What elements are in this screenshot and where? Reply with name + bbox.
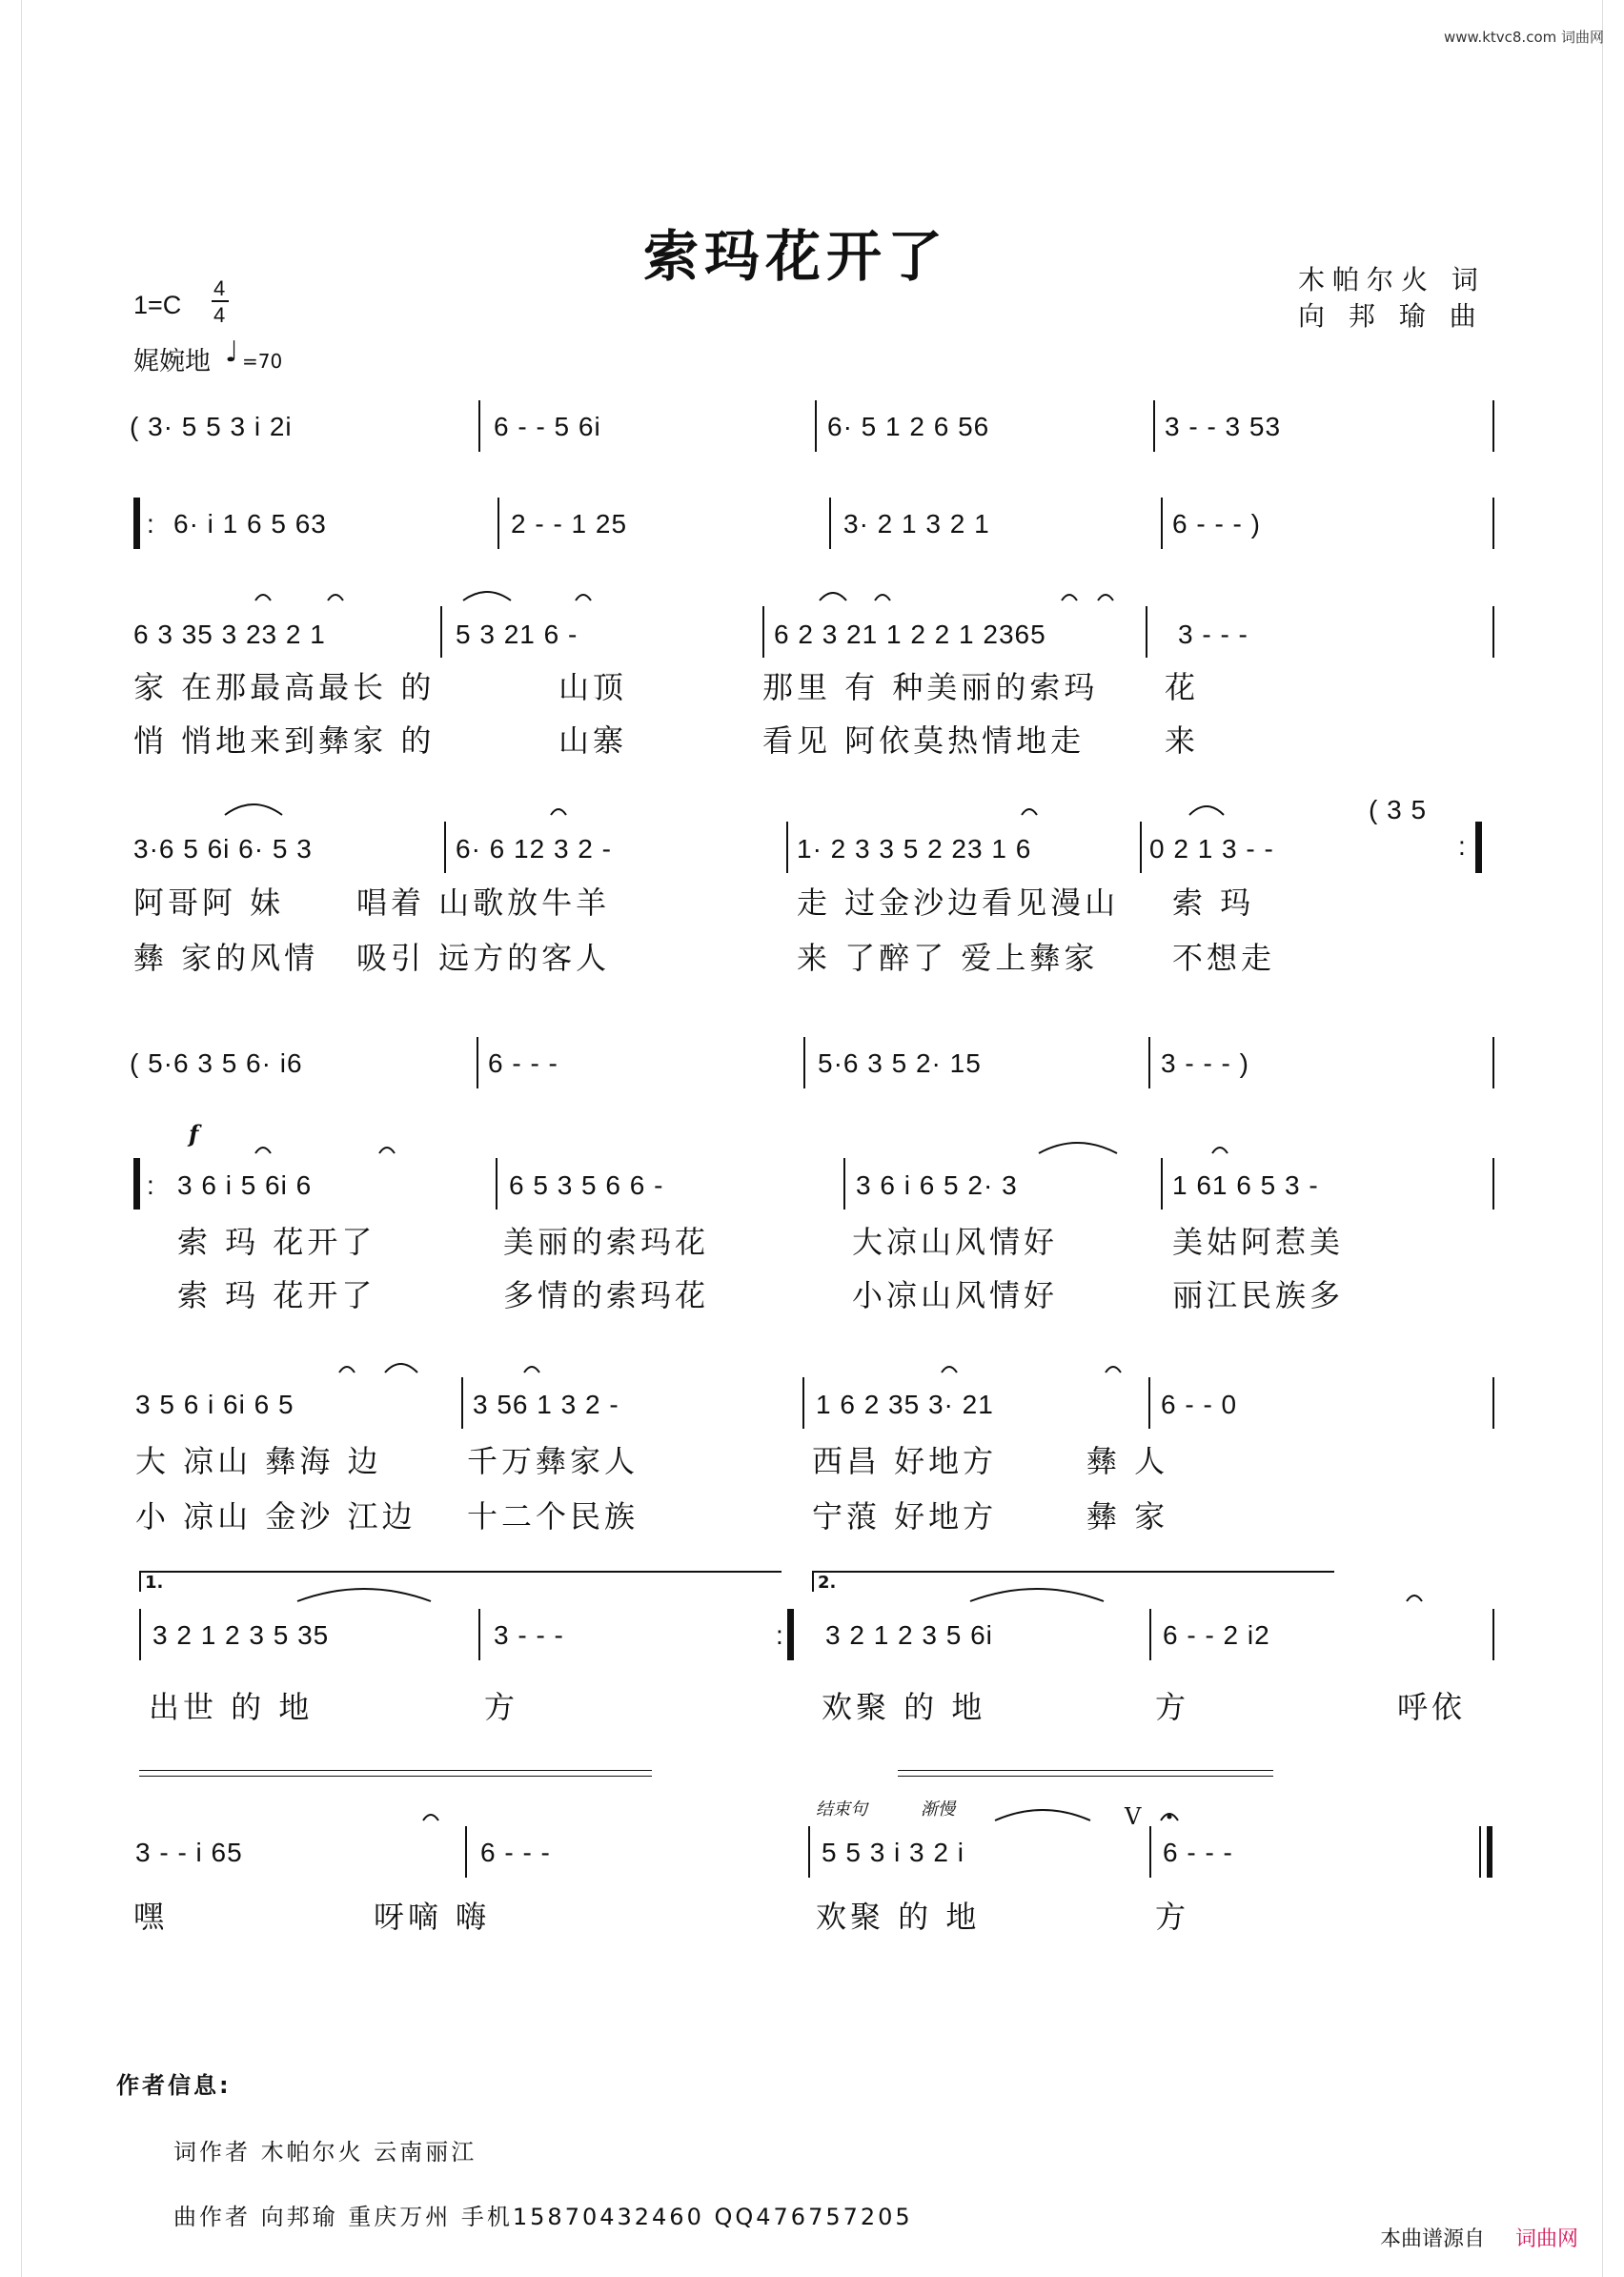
footer-brand-link[interactable]: 词曲网	[1515, 2227, 1579, 2251]
measure-notes: ( 5·6 3 5 6· i6	[130, 1048, 303, 1078]
measure-notes: 3 6 i 6 5 2· 3	[856, 1170, 1018, 1200]
lyric-text: 宁蒗 好地方	[812, 1498, 998, 1535]
measure-notes: 6 - - -	[480, 1838, 551, 1867]
lyric-text: 索 玛	[1172, 884, 1255, 921]
measure-notes: 6 2 3 21 1 2 2 1 2365	[774, 620, 1046, 649]
lyric-text: 美丽的索玛花	[503, 1224, 710, 1260]
lyric-text: 出世 的 地	[149, 1689, 314, 1725]
ritardando-label: 渐慢	[921, 1799, 955, 1820]
time-signature-top: 4	[213, 276, 226, 300]
lyric-text: 彝 家	[1086, 1498, 1169, 1535]
measure-notes: 6 - - 5 6i	[494, 412, 601, 441]
lyricist-credit: 木帕尔火 词	[1298, 264, 1486, 295]
lyric-text: 山顶	[558, 669, 628, 705]
time-signature-bottom: 4	[213, 303, 226, 327]
tempo-bpm: =70	[242, 350, 283, 373]
measure-notes: 1 61 6 5 3 -	[1172, 1170, 1319, 1200]
repeat-dots: :	[1458, 831, 1467, 861]
volta-label-2: 2.	[818, 1573, 837, 1593]
lyric-text: 多情的索玛花	[503, 1277, 710, 1313]
site-header[interactable]: www.ktvc8.com 词曲网	[1444, 29, 1605, 46]
measure-notes: 6· 5 1 2 6 56	[827, 412, 990, 441]
lyric-text: 悄 悄地来到彝家 的	[133, 722, 436, 759]
lyric-text: 欢聚 的 地	[822, 1689, 986, 1725]
lyric-text: 丽江民族多	[1172, 1277, 1345, 1313]
lyricist-info: 词作者 木帕尔火 云南丽江	[173, 2139, 477, 2165]
lyric-text: 十二个民族	[467, 1498, 639, 1535]
lyric-text: 千万彝家人	[467, 1443, 639, 1479]
lyric-text: 美姑阿惹美	[1172, 1224, 1345, 1260]
song-title: 索玛花开了	[643, 224, 949, 289]
measure-notes: 1 6 2 35 3· 21	[816, 1390, 994, 1419]
lyric-text: 来	[1165, 722, 1200, 759]
lyric-text: 索 玛 花开了	[177, 1224, 376, 1260]
measure-notes: 6 - - -	[488, 1048, 558, 1078]
author-info-heading: 作者信息:	[116, 2072, 232, 2099]
lyric-text: 方	[1155, 1899, 1190, 1935]
lyric-text: 大凉山风情好	[852, 1224, 1059, 1260]
footer-source: 本曲谱源自	[1380, 2227, 1486, 2251]
measure-notes: 5 3 21 6 -	[456, 620, 579, 649]
measure-notes: 6 - - 0	[1161, 1390, 1238, 1419]
measure-notes: ( 3· 5 5 3 i 2i	[130, 412, 293, 441]
repeat-dots: :	[147, 1170, 155, 1200]
lyric-text: 走 过金沙边看见漫山	[797, 884, 1120, 921]
tempo-expression: 娓婉地	[133, 347, 211, 376]
composer-info: 曲作者 向邦瑜 重庆万州 手机15870432460 QQ476757205	[173, 2204, 913, 2230]
measure-notes: 3 - - -	[1178, 620, 1248, 649]
lyric-text: 大 凉山 彝海 边	[135, 1443, 382, 1479]
lyric-text: 唱着 山歌放牛羊	[356, 884, 611, 921]
lyric-text: 方	[484, 1689, 519, 1725]
lyric-text: 小凉山风情好	[852, 1277, 1059, 1313]
measure-notes: 3 2 1 2 3 5 35	[152, 1620, 330, 1650]
measure-notes: 3·6 5 6i 6· 5 3	[133, 834, 313, 864]
lyric-text: 欢聚 的 地	[816, 1899, 981, 1935]
key-signature: 1=C	[133, 291, 182, 319]
measure-notes: 3 5 6 i 6i 6 5	[135, 1390, 294, 1419]
repeat-dots: :	[147, 509, 155, 539]
measure-notes: 6 3 35 3 23 2 1	[133, 620, 326, 649]
measure-notes: 3 - - -	[494, 1620, 564, 1650]
measure-notes: 6 - - - )	[1172, 509, 1261, 539]
measure-notes: 3 2 1 2 3 5 6i	[825, 1620, 993, 1650]
lyric-text: 那里 有 种美丽的索玛	[762, 669, 1099, 705]
lyric-text: 呼依	[1397, 1689, 1467, 1725]
measure-notes: 3 - - - )	[1161, 1048, 1249, 1078]
lyric-text: 家 在那最高最长 的	[133, 669, 436, 705]
measure-notes: 6 - - -	[1163, 1838, 1233, 1867]
lyric-text: 彝 人	[1086, 1443, 1169, 1479]
lyric-text: 彝 家的风情	[133, 940, 319, 976]
lyric-text: 西昌 好地方	[812, 1443, 998, 1479]
lyric-text: 山寨	[558, 722, 628, 759]
measure-notes: 6· i 1 6 5 63	[173, 509, 327, 539]
lyric-text: 看见 阿依莫热情地走	[762, 722, 1086, 759]
measure-notes: 5·6 3 5 2· 15	[818, 1048, 982, 1078]
lyric-text: 方	[1155, 1689, 1190, 1725]
measure-notes: 0 2 1 3 - -	[1149, 834, 1274, 864]
measure-notes: 6 - - 2 i2	[1163, 1620, 1270, 1650]
lyric-text: 阿哥阿 妹	[133, 884, 285, 921]
measure-notes: 3 6 i 5 6i 6	[177, 1170, 313, 1200]
lyric-text: 小 凉山 金沙 江边	[135, 1498, 416, 1535]
dynamic-marking: f	[189, 1120, 199, 1148]
lyric-text: 不想走	[1172, 940, 1276, 976]
lyric-text: 嘿	[133, 1899, 169, 1935]
composer-credit: 向 邦 瑜 曲	[1298, 300, 1484, 332]
measure-notes: 3· 2 1 3 2 1	[843, 509, 990, 539]
measure-notes: 3 56 1 3 2 -	[473, 1390, 619, 1419]
measure-notes: 5 5 3 i 3 2 i	[822, 1838, 964, 1867]
measure-notes: 3 - - 3 53	[1165, 412, 1282, 441]
lyric-text: 索 玛 花开了	[177, 1277, 376, 1313]
measure-notes: 6· 6 12 3 2 -	[456, 834, 612, 864]
lyric-text: 呀嘀 嗨	[374, 1899, 491, 1935]
ending-phrase-label: 结束句	[816, 1799, 867, 1820]
breath-mark: V	[1125, 1803, 1142, 1830]
measure-notes: 1· 2 3 3 5 2 23 1 6	[797, 834, 1032, 864]
measure-notes: 3 - - i 65	[135, 1838, 243, 1867]
quarter-note-icon: ♩	[225, 335, 239, 369]
tail-notes: ( 3 5	[1369, 795, 1428, 824]
lyric-text: 来 了醉了 爱上彝家	[797, 940, 1099, 976]
volta-label-1: 1.	[145, 1573, 164, 1593]
measure-notes: 2 - - 1 25	[511, 509, 628, 539]
measure-notes: 6 5 3 5 6 6 -	[509, 1170, 664, 1200]
lyric-text: 吸引 远方的客人	[356, 940, 611, 976]
lyric-text: 花	[1165, 669, 1200, 705]
repeat-dots: :	[776, 1620, 784, 1650]
